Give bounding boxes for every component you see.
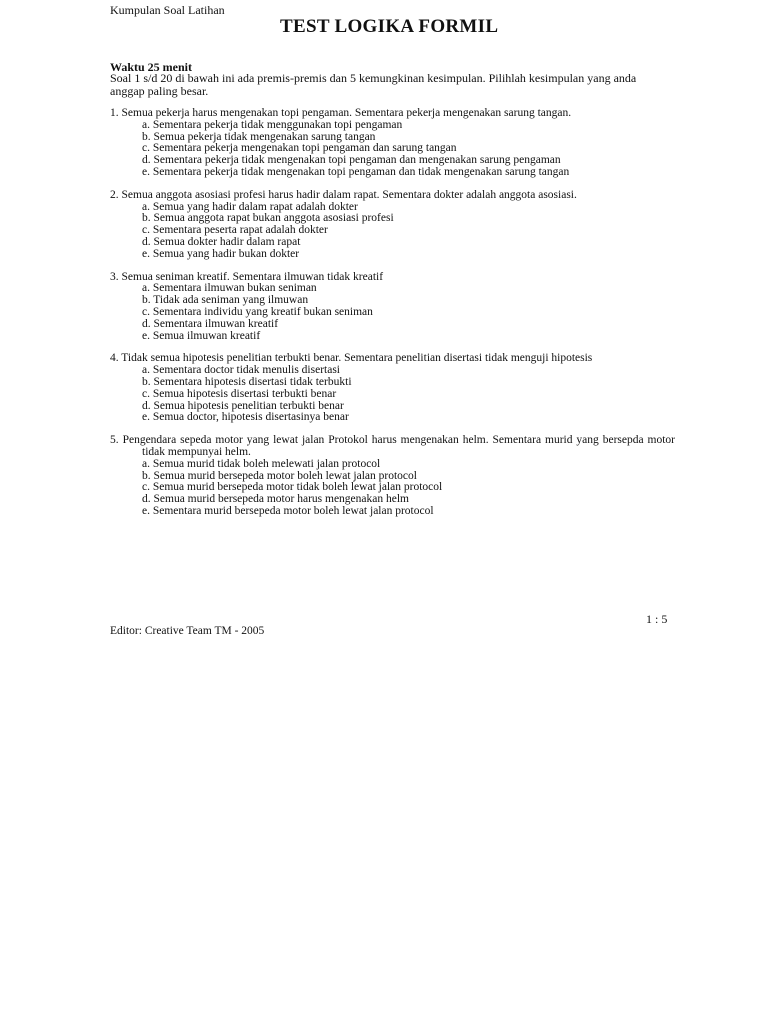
option-e: e. Semua doctor, hipotesis disertasinya benar bbox=[142, 411, 349, 424]
option-a: a. Semua yang hadir dalam rapat adalah dokter bbox=[142, 200, 358, 213]
time-limit: Waktu 25 menit bbox=[110, 60, 193, 74]
question-text: Semua seniman kreatif. Sementara ilmuwan tidak kreatif bbox=[121, 270, 384, 283]
question-stem bbox=[110, 190, 675, 202]
option-a: a. Semua murid tidak boleh melewati jalan protocol bbox=[142, 457, 381, 470]
option-c: c. Semua hipotesis disertasi terbukti benar bbox=[142, 387, 337, 400]
option-b: b. Semua pekerja tidak mengenakan sarung tangan bbox=[142, 130, 376, 143]
question-1 bbox=[110, 108, 675, 179]
option-e: e. Semua yang hadir bukan dokter bbox=[142, 247, 300, 260]
question-list bbox=[110, 108, 675, 529]
question-number: 4. bbox=[110, 352, 119, 365]
option-list bbox=[110, 120, 675, 179]
question-text: Tidak semua hipotesis penelitian terbukti benar. Sementara penelitian disertasi tidak menguji hipotesis bbox=[121, 352, 593, 365]
option-a: a. Sementara doctor tidak menulis disertasi bbox=[142, 364, 340, 377]
option-d: d. Sementara ilmuwan kreatif bbox=[142, 317, 279, 330]
page-number: 1 : 5 bbox=[646, 612, 668, 626]
page-title: TEST LOGIKA FORMIL bbox=[280, 16, 499, 37]
question-number: 5. bbox=[110, 434, 119, 447]
option-a: a. Sementara ilmuwan bukan seniman bbox=[142, 282, 317, 295]
option-d: d. Semua murid bersepeda motor harus mengenakan helm bbox=[142, 493, 409, 506]
option-c: c. Sementara individu yang kreatif bukan seniman bbox=[142, 305, 373, 318]
question-text: Semua pekerja harus mengenakan topi pengaman. Sementara pekerja mengenakan sarung tangan. bbox=[121, 107, 572, 119]
option-c: c. Sementara pekerja mengenakan topi pengaman dan sarung tangan bbox=[142, 142, 457, 155]
question-4 bbox=[110, 353, 675, 424]
option-b: b. Semua murid bersepeda motor boleh lewat jalan protocol bbox=[142, 469, 417, 482]
option-e: e. Sementara pekerja tidak mengenakan topi pengaman dan tidak mengenakan sarung tangan bbox=[142, 165, 570, 178]
question-2 bbox=[110, 190, 675, 261]
question-number: 2. bbox=[110, 188, 119, 201]
question-number: 1. bbox=[110, 107, 119, 119]
option-list bbox=[110, 365, 675, 424]
question-5 bbox=[110, 435, 675, 518]
option-b: b. Semua anggota rapat bukan anggota asosiasi profesi bbox=[142, 212, 394, 225]
option-d: d. Semua hipotesis penelitian terbukti benar bbox=[142, 399, 344, 412]
instructions: Soal 1 s/d 20 di bawah ini ada premis-premis dan 5 kemungkinan kesimpulan. Pilihlah kesimpulan yang anda anggap paling besar. bbox=[110, 71, 637, 98]
question-text: Semua anggota asosiasi profesi harus hadir dalam rapat. Sementara dokter adalah anggota asosiasi. bbox=[121, 188, 577, 201]
question-number: 3. bbox=[110, 270, 119, 283]
option-c: c. Sementara peserta rapat adalah dokter bbox=[142, 224, 328, 237]
option-d: d. Semua dokter hadir dalam rapat bbox=[142, 235, 301, 248]
option-c: c. Semua murid bersepeda motor tidak boleh lewat jalan protocol bbox=[142, 481, 443, 494]
header-label: Kumpulan Soal Latihan bbox=[110, 3, 225, 17]
question-text: Pengendara sepeda motor yang lewat jalan Protokol harus mengenakan helm. Sementara murid yang bersepda motor tidak mempunyai helm. bbox=[122, 434, 675, 458]
option-list bbox=[110, 283, 675, 342]
question-stem bbox=[110, 435, 675, 459]
editor-credit: Editor: Creative Team TM - 2005 bbox=[110, 625, 265, 637]
option-a: a. Sementara pekerja tidak menggunakan topi pengaman bbox=[142, 118, 403, 131]
option-b: b. Sementara hipotesis disertasi tidak terbukti bbox=[142, 375, 352, 388]
option-b: b. Tidak ada seniman yang ilmuwan bbox=[142, 294, 309, 307]
option-e: e. Semua ilmuwan kreatif bbox=[142, 329, 261, 342]
question-3 bbox=[110, 272, 675, 343]
option-e: e. Sementara murid bersepeda motor boleh lewat jalan protocol bbox=[142, 504, 434, 517]
option-list bbox=[110, 459, 675, 518]
option-d: d. Sementara pekerja tidak mengenakan topi pengaman dan mengenakan sarung pengaman bbox=[142, 154, 561, 167]
option-list bbox=[110, 202, 675, 261]
